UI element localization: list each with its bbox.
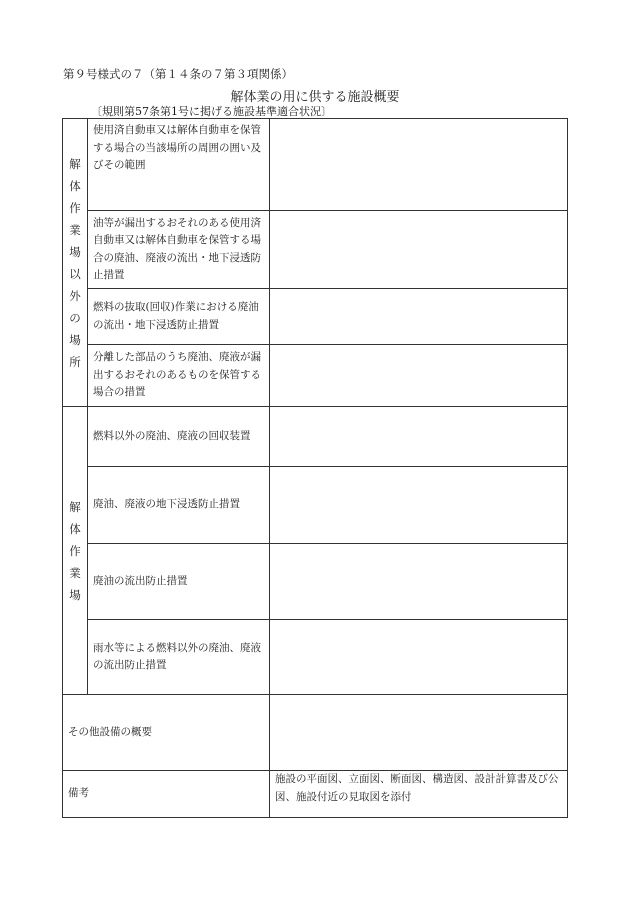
document-title: 解体業の用に供する施設概要 <box>230 90 400 105</box>
table-row <box>63 467 568 544</box>
table-row <box>63 119 568 211</box>
item-label: 廃油、廃液の地下浸透防止措置 <box>88 467 270 544</box>
section-label-work-area <box>63 407 88 695</box>
section-label-text: 解体作業場以外の場所 <box>69 156 81 369</box>
item-label: 使用済自動車又は解体自動車を保管する場合の当該場所の周囲の囲い及びその範囲 <box>88 119 270 211</box>
item-value-field[interactable] <box>270 345 568 407</box>
item-value-field[interactable] <box>270 620 568 695</box>
item-value-field[interactable] <box>270 544 568 620</box>
item-label: 燃料以外の廃油、廃液の回収装置 <box>88 407 270 467</box>
table-row <box>63 695 568 771</box>
item-value-field[interactable] <box>270 119 568 211</box>
table-row <box>63 771 568 818</box>
section-label-text: 解体作業場 <box>69 499 81 602</box>
item-label: 燃料の抜取(回収)作業における廃油の流出・地下浸透防止措置 <box>88 289 270 345</box>
table-row <box>63 620 568 695</box>
table-row <box>63 407 568 467</box>
item-value-field[interactable] <box>270 289 568 345</box>
form-number: 第９号様式の７（第１４条の７第３項関係） <box>63 67 293 81</box>
item-label: 油等が漏出するおそれのある使用済自動車又は解体自動車を保管する場合の廃油、廃液の流出・地下浸透防止措置 <box>88 211 270 289</box>
item-label: 廃油の流出防止措置 <box>88 544 270 620</box>
item-label: 雨水等による燃料以外の廃油、廃液の流出防止措置 <box>88 620 270 695</box>
table-row <box>63 544 568 620</box>
item-label: 分離した部品のうち廃油、廃液が漏出するおそれのあるものを保管する場合の措置 <box>88 345 270 407</box>
section-label-outside-area <box>63 119 88 407</box>
remarks-value: 施設の平面図、立面図、断面図、構造図、設計計算書及び公図、施設付近の見取図を添付 <box>270 771 568 818</box>
item-value-field[interactable] <box>270 467 568 544</box>
item-value-field[interactable] <box>270 407 568 467</box>
other-equipment-field[interactable] <box>270 695 568 771</box>
facility-summary-table <box>62 118 568 818</box>
table-row <box>63 211 568 289</box>
remarks-label: 備考 <box>63 771 270 818</box>
other-equipment-label: その他設備の概要 <box>63 695 270 771</box>
table-row <box>63 345 568 407</box>
item-value-field[interactable] <box>270 211 568 289</box>
table-row <box>63 289 568 345</box>
document-subtitle: 〔規則第57条第1号に掲げる施設基準適合状況〕 <box>91 105 332 118</box>
